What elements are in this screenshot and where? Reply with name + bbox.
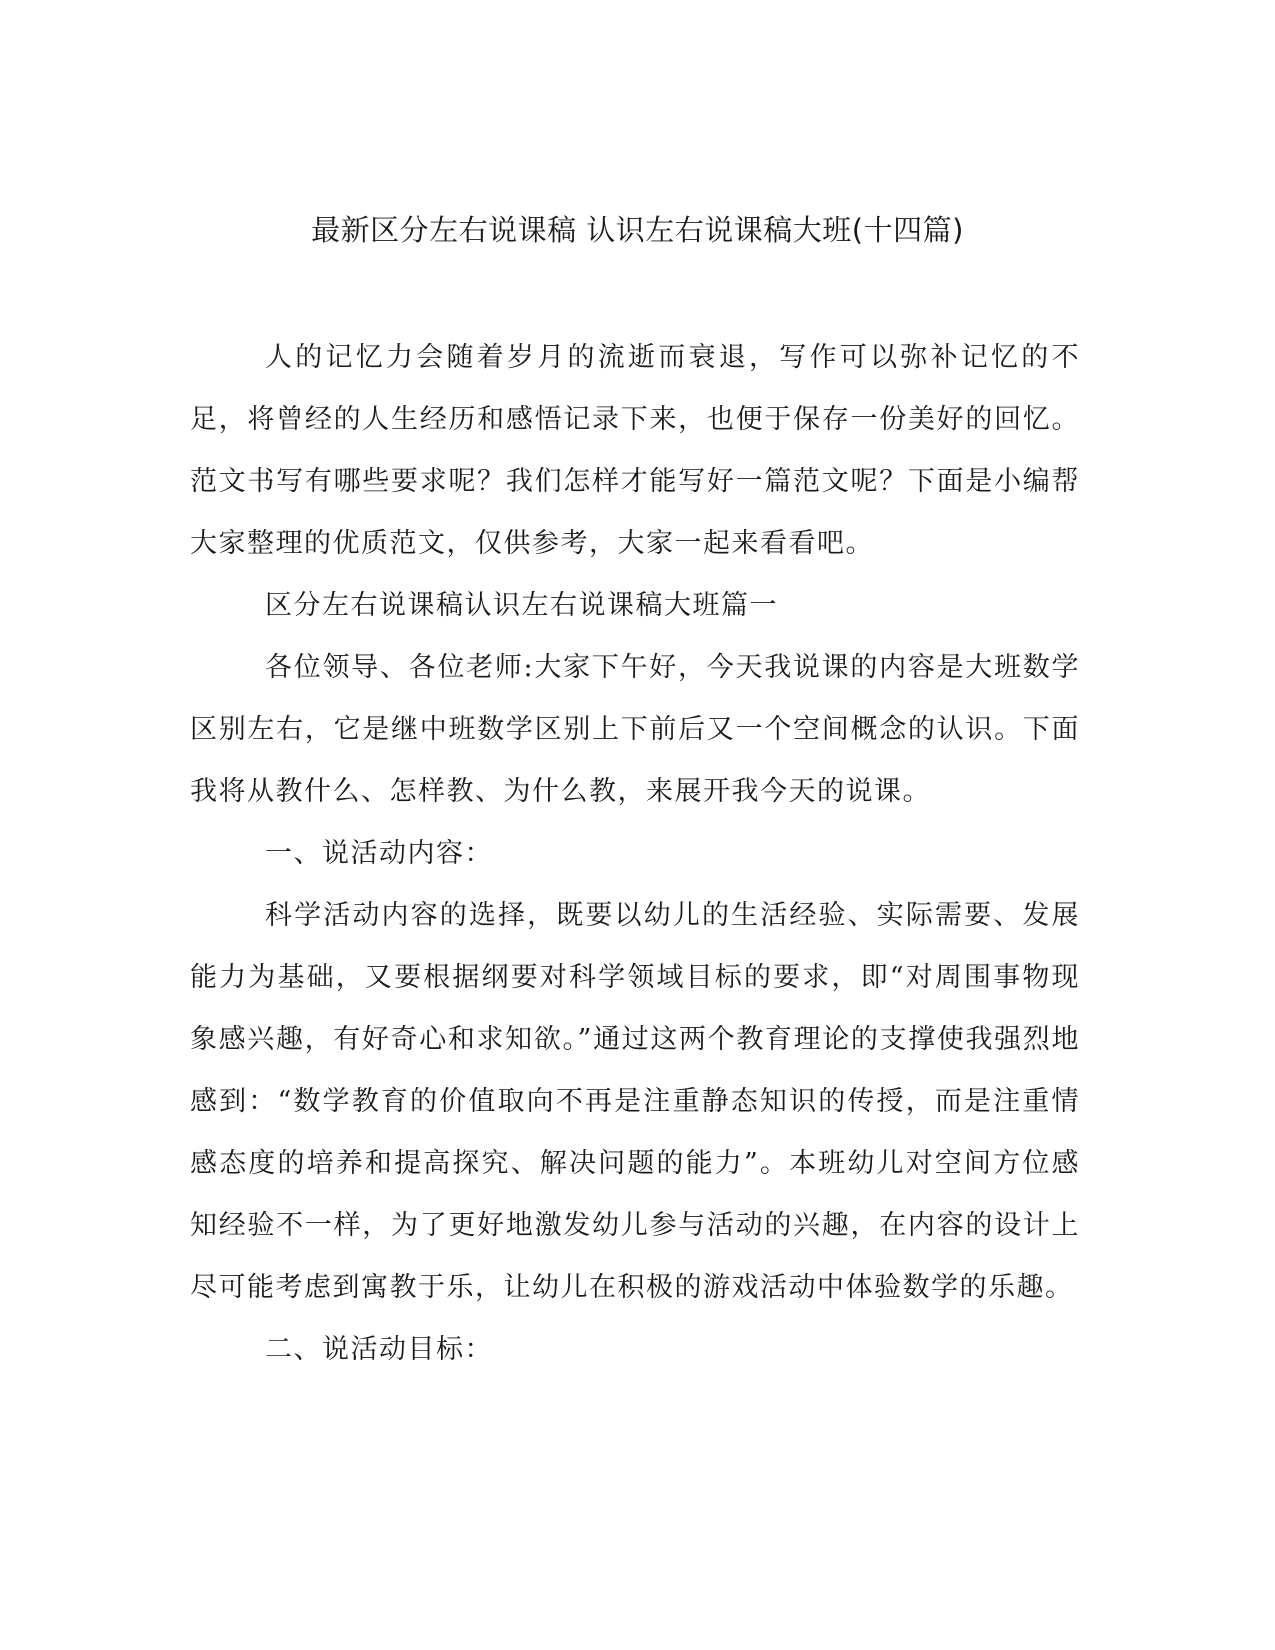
heading-activity-content: 一、说活动内容： [265, 838, 493, 869]
section-heading-part-one: 区分左右说课稿认识左右说课稿大班篇一 [265, 590, 778, 621]
intro-paragraph: 人的记忆力会随着岁月的流逝而衰退，写作可以弥补记忆的不足，将曾经的人生经历和感悟记录下来，也便于保存一份美好的回忆。范文书写有哪些要求呢？我们怎样才能写好一篇范文呢？下面是小编帮大家整理的优质范文，仅供参考，大家一起来看看吧。 [190, 342, 1080, 559]
activity-content-paragraph: 科学活动内容的选择，既要以幼儿的生活经验、实际需要、发展能力为基础，又要根据纲要对科学领域目标的要求，即“对周围事物现象感兴趣，有好奇心和求知欲。”通过这两个教育理论的支撑使我强烈地感到：“数学教育的价值取向不再是注重静态知识的传授，而是注重情感态度的培养和提高探究、解决问题的能力”。本班幼儿对空间方位感知经验不一样，为了更好地激发幼儿参与活动的兴趣，在内容的设计上尽可能考虑到寓教于乐，让幼儿在积极的游戏活动中体验数学的乐趣。 [190, 900, 1080, 1303]
document-title: 最新区分左右说课稿 认识左右说课稿大班(十四篇) [311, 213, 964, 247]
opening-paragraph: 各位领导、各位老师:大家下午好，今天我说课的内容是大班数学区别左右，它是继中班数学区别上下前后又一个空间概念的认识。下面我将从教什么、怎样教、为什么教，来展开我今天的说课。 [190, 652, 1080, 807]
heading-activity-goals: 二、说活动目标： [265, 1334, 493, 1365]
document-body [190, 327, 1080, 1381]
